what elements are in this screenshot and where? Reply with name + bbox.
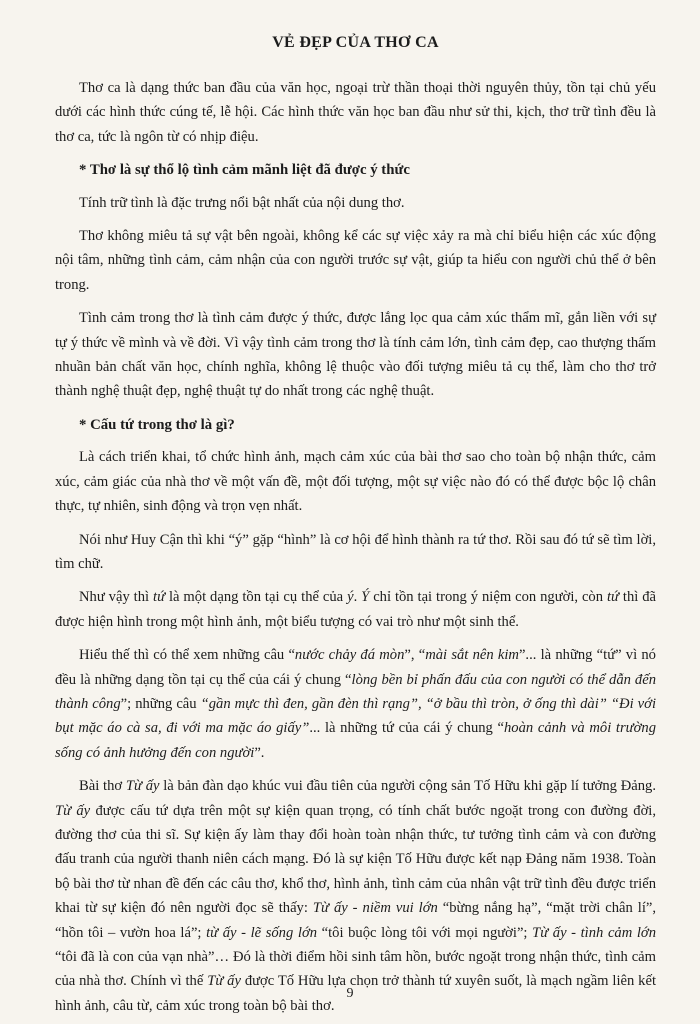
paragraph-huy-can-quote: Nói như Huy Cận thì khi “ý” gặp “hình” là cơ hội để hình thành ra tứ thơ. Rồi sau đó tứ sẽ tìm lời, tìm chữ.	[55, 531, 656, 572]
paragraph-tu-and-y: Như vậy thì tứ là một dạng tồn tại cụ thể của ý. Ý chỉ tồn tại trong ý niệm con người, còn tứ thì đã được hiện hình trong một hình ảnh, một biểu tượng có vai trò như một sinh thể.	[55, 589, 657, 630]
paragraph-lyricism-feature: Tính trữ tình là đặc trưng nổi bật nhất của nội dung thơ.	[79, 194, 405, 211]
page-number: 9	[346, 986, 354, 1001]
section-heading-structure: * Cấu tứ trong thơ là gì?	[79, 416, 235, 433]
section-heading-lyricism: * Thơ là sự thổ lộ tình cảm mãnh liệt đã được ý thức	[79, 162, 410, 179]
paragraph-structure-definition: Là cách triển khai, tổ chức hình ảnh, mạch cảm xúc của bài thơ sao cho toàn bộ nhận thức, cảm xúc, cảm giác của nhà thơ về một vấn đề, một đối tượng, một sự việc nào đó có thể được bộc lộ chân thực, tự nhiên, sinh động và trọn vẹn nhất.	[55, 449, 656, 515]
paragraph-intro: Thơ ca là dạng thức ban đầu của văn học, ngoại trừ thần thoại thời nguyên thủy, tồn tại chủ yếu dưới các hình thức cúng tế, lễ hội. Các hình thức văn học ban đầu như sử thi, kịch, thơ trữ tình đều là thơ ca, tức là ngôn từ có nhịp điệu.	[55, 80, 656, 145]
paragraph-proverb-examples: Hiểu thế thì có thể xem những câu “nước chảy đá mòn”, “mài sắt nên kim”... là những “tứ” vì nó đều là những dạng tồn tại cụ thể của cái ý chung “lòng bền bỉ phấn đấu của con người có thể dẫn đến thành công”; những câu “gần mực thì đen, gần đèn thì rạng”, “ở bầu thì tròn, ở ống thì dài” “Đi với bụt mặc áo cà sa, đi với ma mặc áo giấy”... là những tứ của cái ý chung “hoàn cảnh và môi trường sống có ảnh hưởng đến con người”.	[55, 647, 657, 761]
page-title: VẺ ĐẸP CỦA THƠ CA	[272, 34, 439, 51]
paragraph-conscious-feeling: Tình cảm trong thơ là tình cảm được ý thức, được lắng lọc qua cảm xúc thẩm mĩ, gắn liền với sự tự ý thức về mình và về đời. Vì vậy tình cảm trong thơ là tính cảm lớn, tình cảm đẹp, cao thượng thấm nhuần bản chất văn học, chính nghĩa, không lệ thuộc vào đối tượng miêu tả cụ thể, làm cho thơ trở thành nghệ thuật đẹp, nghệ thuật tự do nhất trong các nghệ thuật.	[55, 310, 656, 400]
paragraph-tu-ay-analysis: Bài thơ Từ ấy là bản đàn dạo khúc vui đầu tiên của người cộng sản Tố Hữu khi gặp lí tưởng Đảng. Từ ấy được cấu tứ dựa trên một sự kiện quan trọng, có tính chất bước ngoặt trong con đường đời, đường thơ của thi sĩ. Sự kiện ấy làm thay đổi hoàn toàn nhận thức, tư tưởng tình cảm và con đường đấu tranh của người thanh niên cách mạng. Đó là sự kiện Tố Hữu được kết nạp Đảng năm 1938. Toàn bộ bài thơ từ nhan đề đến các câu thơ, khổ thơ, hình ảnh, tình cảm của nhân vật trữ tình đều được triển khai từ sự kiện đó nên người đọc sẽ thấy: Từ ấy - niềm vui lớn “bừng nắng hạ”, “mặt trời chân lí”, “hồn tôi – vườn hoa lá”; từ ấy - lẽ sống lớn “tôi buộc lòng tôi với mọi người”; Từ ấy - tình cảm lớn “tôi đã là con của vạn nhà”… Đó là thời điểm hồi sinh tâm hồn, bước ngoặt trong nhận thức, tình cảm của nhà thơ. Chính vì thế Từ ấy được Tố Hữu lựa chọn trở thành tứ xuyên suốt, là mạch ngầm liên kết hình ảnh, câu từ, cảm xúc trong toàn bộ bài thơ.	[55, 778, 657, 1014]
paragraph-inner-emotion: Thơ không miêu tả sự vật bên ngoài, không kể các sự việc xảy ra mà chỉ biểu hiện các xúc động nội tâm, những tình cảm, cảm nhận của con người trước sự vật, giúp ta hiểu con người chủ thể ở bên trong.	[55, 228, 656, 293]
